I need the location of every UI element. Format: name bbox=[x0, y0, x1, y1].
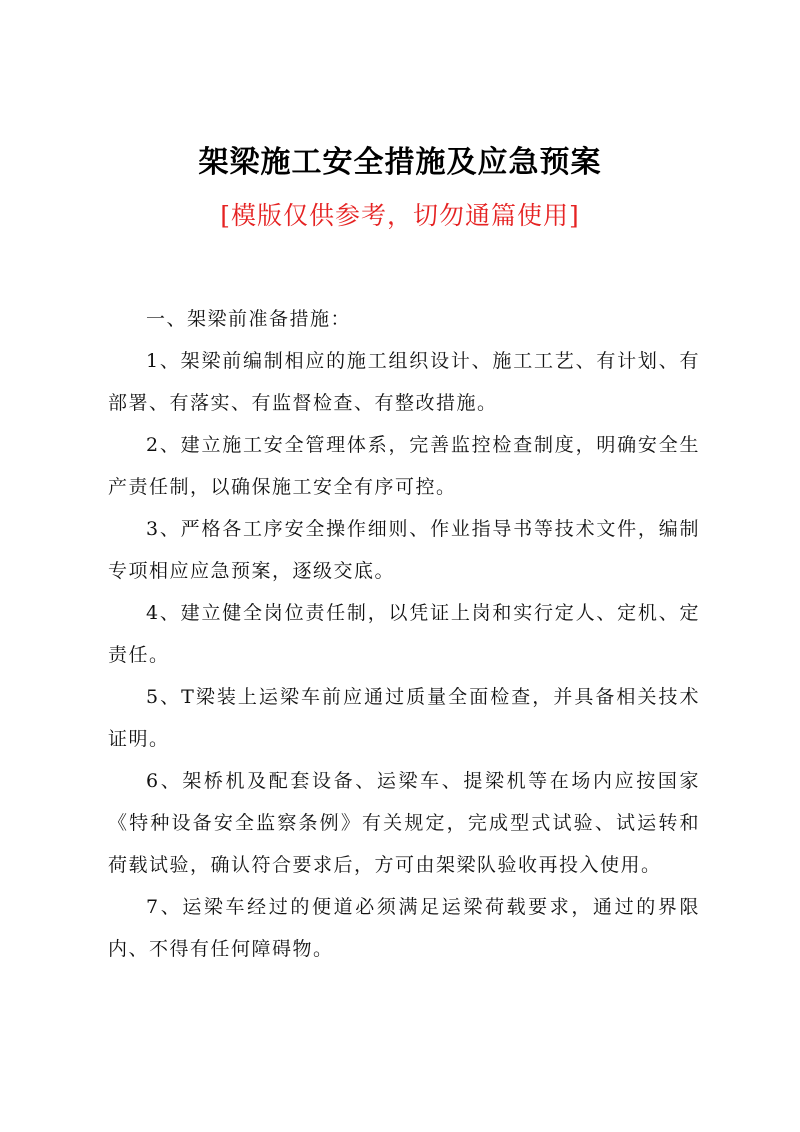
section-heading-preparation: 一、架梁前准备措施： bbox=[146, 308, 352, 330]
paragraph-2: 2、建立施工安全管理体系，完善监控检查制度，明确安全生产责任制，以确保施工安全有序可控。 bbox=[108, 434, 700, 498]
paragraph-7: 7、运梁车经过的便道必须满足运梁荷载要求，通过的界限内、不得有任何障碍物。 bbox=[108, 896, 700, 960]
paragraph-1: 1、架梁前编制相应的施工组织设计、施工工艺、有计划、有部署、有落实、有监督检查、有整改措施。 bbox=[108, 350, 700, 414]
template-notice: [模版仅供参考，切勿通篇使用] bbox=[220, 201, 580, 230]
paragraph-3: 3、严格各工序安全操作细则、作业指导书等技术文件，编制专项相应应急预案，逐级交底。 bbox=[108, 518, 700, 582]
document-title: 架梁施工安全措施及应急预案 bbox=[198, 145, 602, 180]
paragraph-5: 5、T梁装上运梁车前应通过质量全面检查，并具备相关技术证明。 bbox=[108, 686, 700, 750]
document-body bbox=[108, 298, 700, 970]
paragraph-6: 6、架桥机及配套设备、运梁车、提梁机等在场内应按国家《特种设备安全监察条例》有关规定，完成型式试验、试运转和荷载试验，确认符合要求后，方可由架梁队验收再投入使用。 bbox=[108, 770, 700, 876]
paragraph-4: 4、建立健全岗位责任制，以凭证上岗和实行定人、定机、定责任。 bbox=[108, 602, 700, 666]
